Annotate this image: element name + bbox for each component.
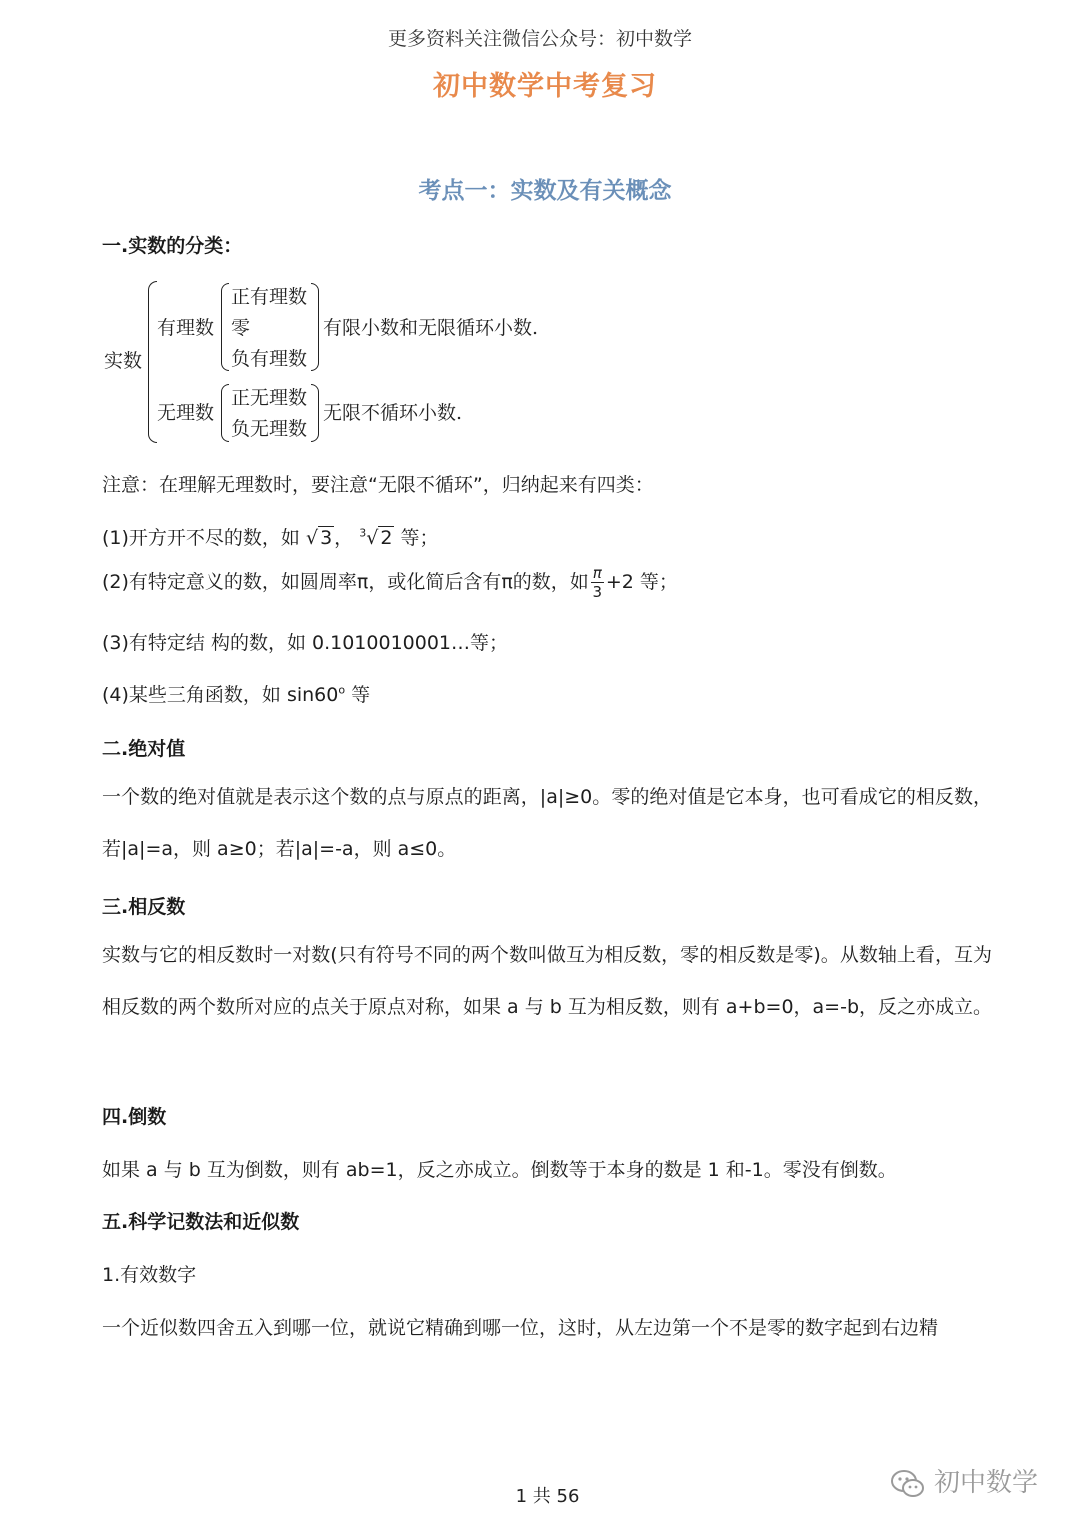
brace-rational-right [311, 283, 319, 371]
fraction-numerator: π [592, 564, 602, 582]
fraction-pi-over-3 [591, 564, 604, 601]
opposite-number-text: 实数与它的相反数时一对数(只有符号不同的两个数叫做互为相反数，零的相反数是零)。从数轴上看，互为相反数的两个数所对应的点关于原点对称，如果 a 与 b 互为相反数，则有 a+b=0，a=-b，反之亦成立。 [102, 944, 993, 1018]
case-4 [102, 680, 370, 707]
brace-root [148, 281, 157, 443]
case-4-text: (4)某些三角函数，如 sin60 [102, 684, 339, 706]
notice-text: 注意：在理解无理数时，要注意“无限不循环”，归纳起来有四类： [102, 474, 654, 496]
tree-irrational-item: 负无理数 [231, 418, 308, 440]
tree-rational-item: 零 [231, 317, 251, 339]
sqrt-3: √ 3 [305, 527, 333, 549]
separator: ， [334, 527, 354, 549]
tree-rational-item: 负有理数 [231, 348, 308, 370]
document-title: 初中数学中考复习 [433, 71, 657, 102]
tree-rational-label: 有理数 [157, 317, 215, 339]
brace-irrational-left [221, 384, 229, 442]
heading-opposite-number: 三.相反数 [102, 896, 186, 918]
tree-irrational-label: 无理数 [157, 402, 215, 424]
case-4-suffix: 等 [351, 684, 371, 706]
significant-digits-text: 一个近似数四舍五入到哪一位，就说它精确到哪一位，这时，从左边第一个不是零的数字起到右边精 [102, 1317, 939, 1339]
absolute-value-text: 一个数的绝对值就是表示这个数的点与原点的距离，|a|≥0。零的绝对值是它本身，也可看成它的相反数，若|a|=a，则 a≥0；若|a|=-a，则 a≤0。 [102, 786, 992, 860]
heading-absolute-value: 二.绝对值 [102, 738, 186, 760]
heading-real-classification: 一.实数的分类： [102, 235, 243, 257]
page-number: 1 共 56 [515, 1486, 580, 1507]
case-2-text: (2)有特定意义的数，如圆周率π，或化简后含有π的数，如 [102, 571, 589, 593]
wechat-icon [890, 1469, 926, 1499]
case-1 [102, 523, 439, 550]
brace-irrational-right [311, 384, 319, 442]
heading-scientific-notation: 五.科学记数法和近似数 [102, 1211, 300, 1233]
watermark-text: 初中数学 [934, 1468, 1039, 1498]
tree-irrational-item: 正无理数 [231, 387, 308, 409]
subheading-significant-digits: 1.有效数字 [102, 1264, 197, 1286]
case-3: (3)有特定结 构的数，如 0.1010010001…等； [102, 632, 509, 654]
heading-reciprocal: 四.倒数 [102, 1106, 167, 1128]
case-1-text: (1)开方开不尽的数，如 [102, 527, 300, 549]
tree-rational-item: 正有理数 [231, 286, 308, 308]
tree-irrational-note: 无限不循环小数. [323, 402, 463, 424]
cube-root-2: $^3$√ 2 [359, 526, 393, 549]
classification-tree [0, 0, 1080, 460]
watermark [890, 1462, 1038, 1499]
reciprocal-text: 如果 a 与 b 互为倒数，则有 ab=1，反之亦成立。倒数等于本身的数是 1 和-1。零没有倒数。 [102, 1159, 897, 1181]
header-note: 更多资料关注微信公众号：初中数学 [387, 28, 692, 50]
section-title: 考点一：实数及有关概念 [418, 178, 672, 204]
tree-root: 实数 [104, 350, 143, 372]
tree-rational-note: 有限小数和无限循环小数. [323, 317, 539, 339]
radicand: 2 [380, 527, 393, 549]
degree-mark: o [338, 683, 346, 697]
fraction-denominator: 3 [592, 583, 603, 601]
case-2-suffix: +2 等； [605, 571, 678, 593]
case-1-suffix: 等； [400, 527, 439, 549]
radicand: 3 [320, 527, 333, 549]
root-index: 3 [359, 526, 367, 540]
case-2 [102, 564, 678, 601]
brace-rational-left [221, 283, 229, 371]
